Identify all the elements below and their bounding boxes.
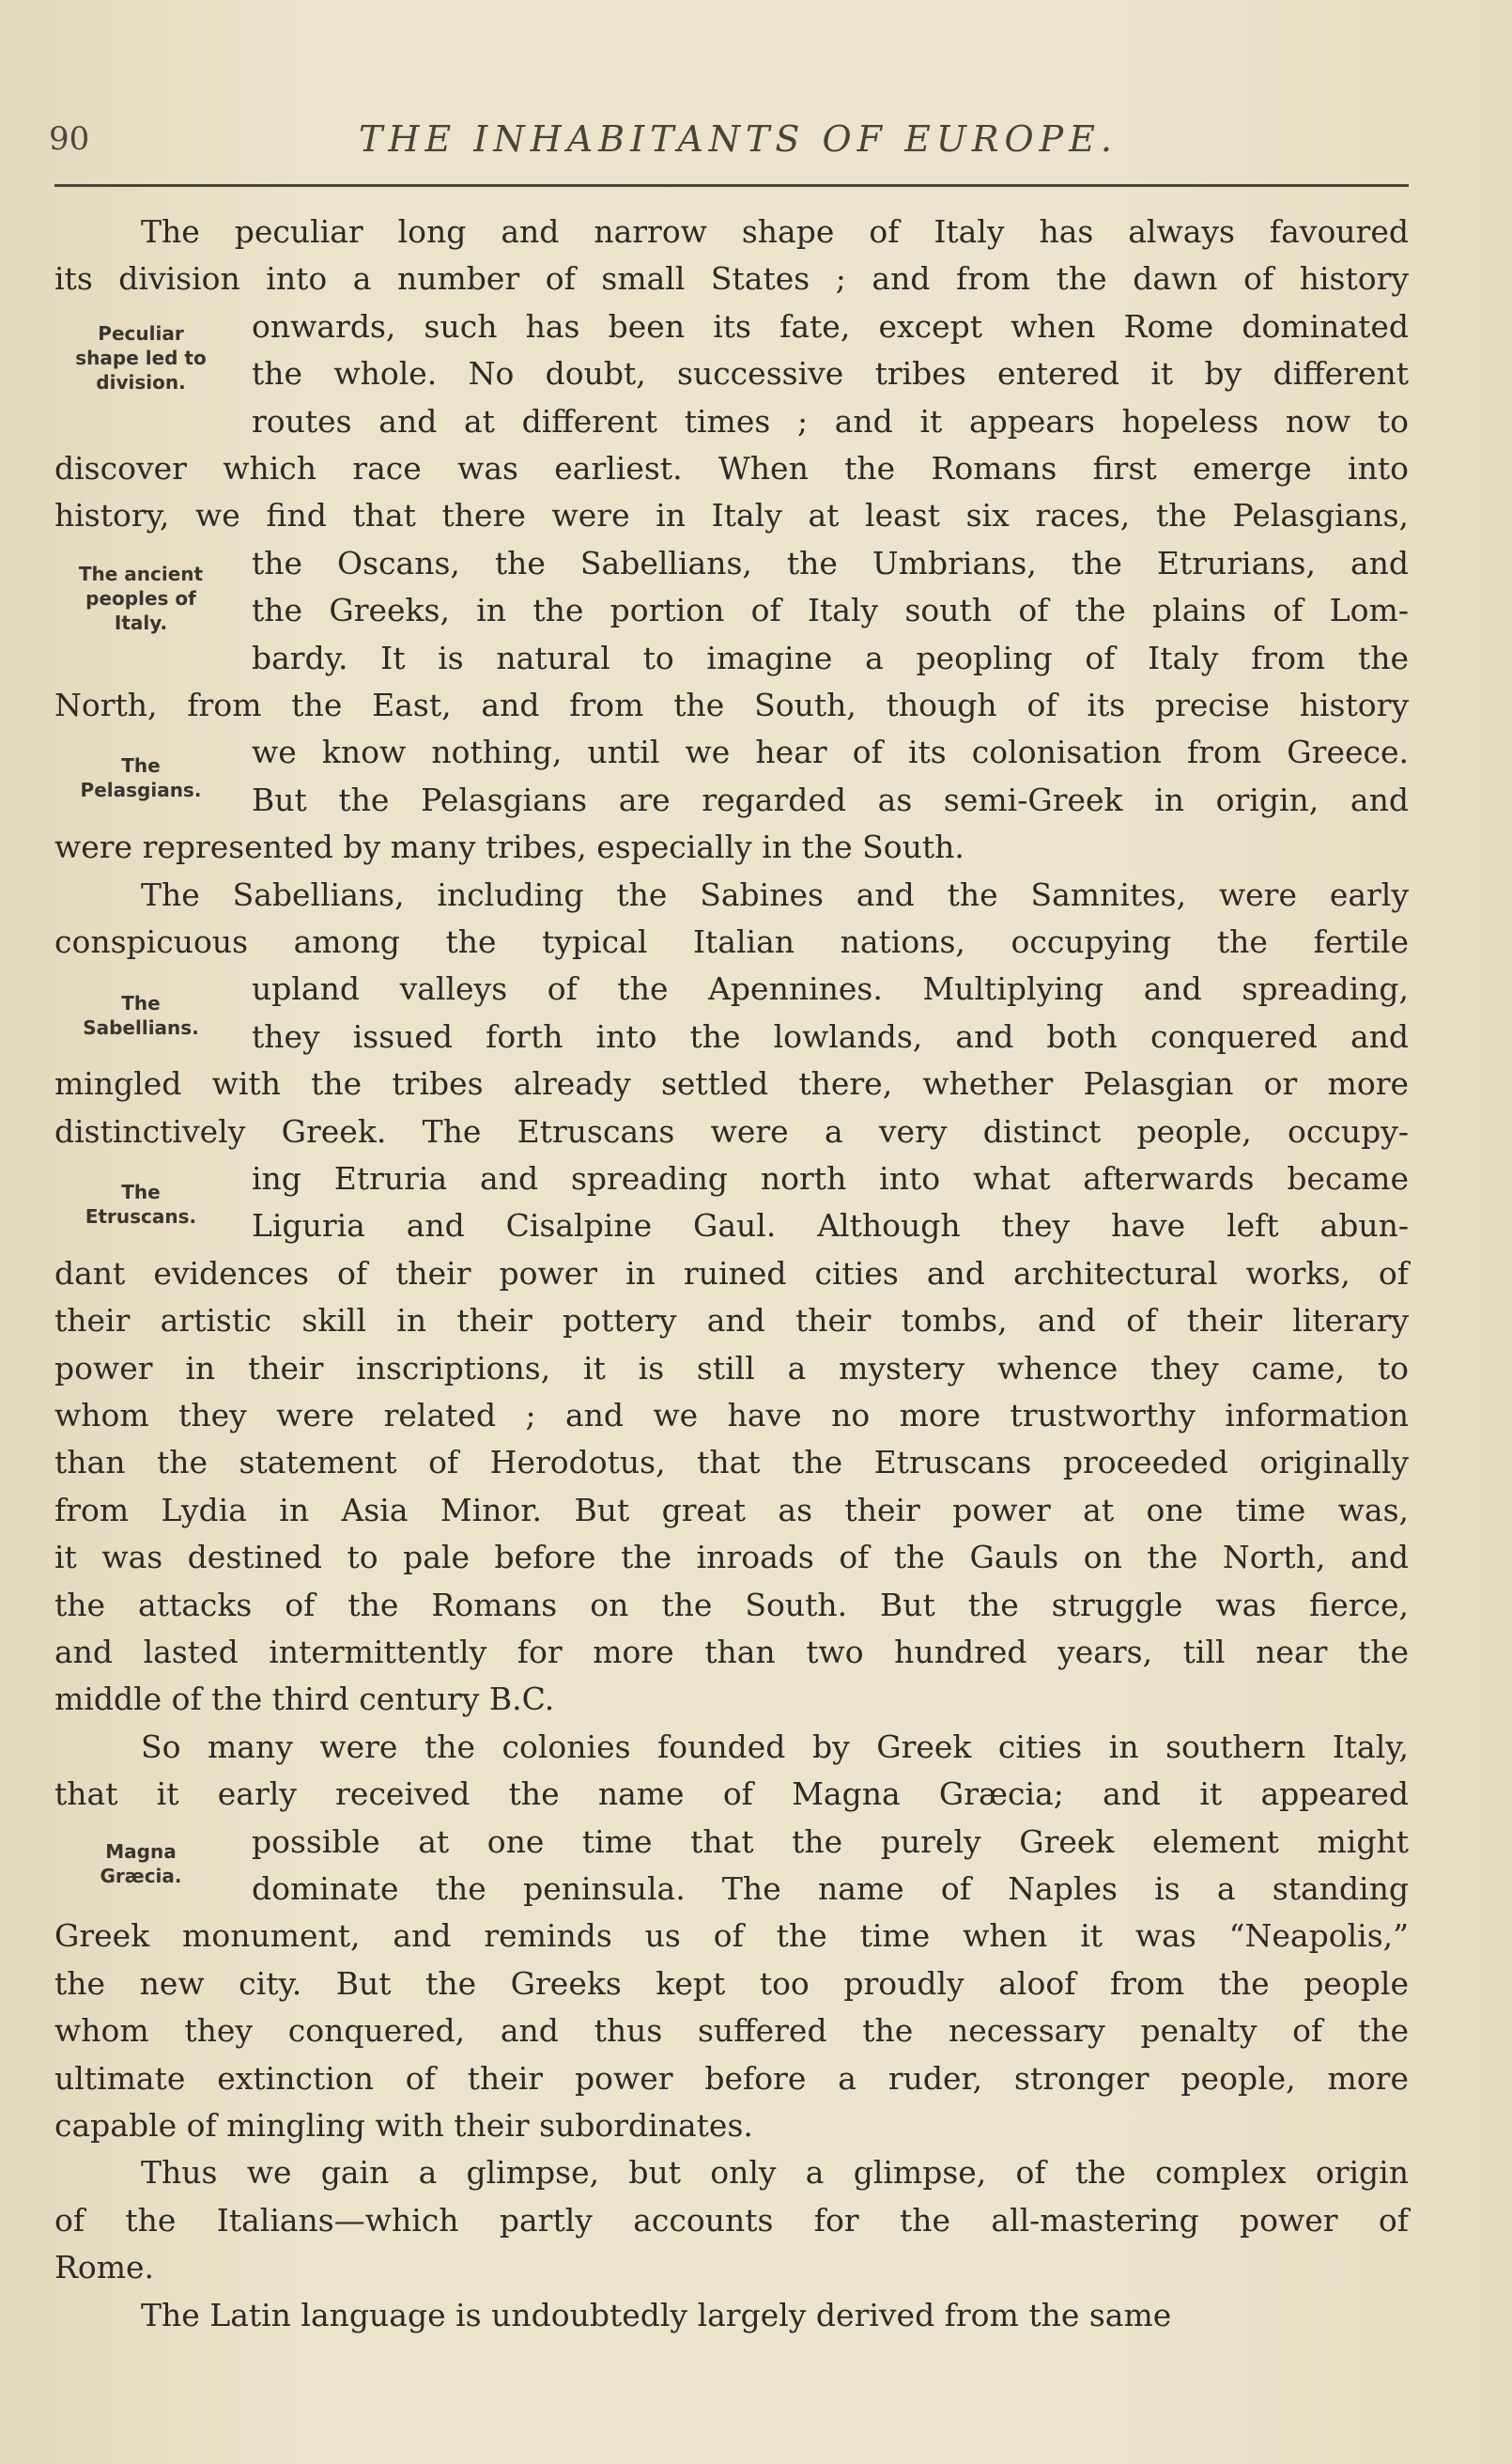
- text-line: bardy. It is natural to imagine a peopling of Italy from the: [252, 639, 1409, 676]
- margin-note-line: Græcia.: [100, 1865, 182, 1887]
- text-line: discover which race was earliest. When the Romans first emerge into: [54, 450, 1409, 487]
- margin-note-line: peoples of: [85, 587, 196, 610]
- text-line: were represented by many tribes, especially in the South.: [54, 829, 964, 866]
- text-line: conspicuous among the typical Italian nations, occupying the fertile: [54, 923, 1409, 960]
- text-line: power in their inscriptions, it is still a mystery whence they came, to: [54, 1349, 1409, 1387]
- text-line: the attacks of the Romans on the South. But the struggle was fierce,: [54, 1586, 1409, 1623]
- text-line: distinctively Greek. The Etruscans were a very distinct people, occupy-: [54, 1112, 1409, 1150]
- margin-note: [38, 562, 244, 635]
- margin-note-line: The ancient: [78, 563, 204, 585]
- text-line: the Oscans, the Sabellians, the Umbrians, the Etrurians, and: [252, 544, 1409, 581]
- text-line: possible at one time that the purely Greek element might: [252, 1822, 1409, 1860]
- text-line: whom they conquered, and thus suffered the necessary penalty of the: [54, 2012, 1409, 2050]
- text-line: and lasted intermittently for more than two hundred years, till near the: [54, 1634, 1409, 1670]
- text-line: than the statement of Herodotus, that the Etruscans proceeded originally: [54, 1444, 1409, 1481]
- text-line: the whole. No doubt, successive tribes entered it by different: [252, 355, 1409, 393]
- margin-note-line: The: [121, 754, 161, 777]
- text-line: So many were the colonies founded by Greek cities in southern Italy,: [141, 1728, 1409, 1765]
- text-line: The peculiar long and narrow shape of Italy has always favoured: [141, 213, 1409, 250]
- text-line: onwards, such has been its fate, except when Rome dominated: [252, 307, 1409, 345]
- text-line: we know nothing, until we hear of its colonisation from Greece.: [252, 734, 1409, 771]
- margin-note-line: division.: [96, 371, 186, 394]
- margin-note-line: Etruscans.: [85, 1205, 197, 1228]
- text-line: the Greeks, in the portion of Italy south of the plains of Lom-: [252, 592, 1409, 629]
- margin-note: [38, 753, 244, 802]
- text-line: that it early received the name of Magna Græcia; and it appeared: [54, 1775, 1409, 1813]
- text-line: mingled with the tribes already settled there, whether Pelasgian or more: [54, 1065, 1409, 1103]
- text-line: Greek monument, and reminds us of the time when it was “Neapolis,”: [54, 1917, 1409, 1955]
- text-line: middle of the third century B.C.: [54, 1681, 555, 1718]
- margin-note: [38, 321, 244, 395]
- text-line: upland valleys of the Apennines. Multiplying and spreading,: [252, 970, 1409, 1008]
- margin-note-line: The: [121, 992, 161, 1015]
- text-line: its division into a number of small States ; and from the dawn of history: [54, 260, 1409, 298]
- text-line: from Lydia in Asia Minor. But great as their power at one time was,: [54, 1491, 1409, 1528]
- text-line: Liguria and Cisalpine Gaul. Although they have left abun-: [252, 1207, 1409, 1245]
- text-line: The Sabellians, including the Sabines and the Samnites, were early: [141, 876, 1409, 913]
- header-rule: [54, 184, 1409, 187]
- text-line: capable of mingling with their subordinates.: [54, 2107, 753, 2144]
- margin-note-line: Sabellians.: [83, 1016, 199, 1039]
- text-line: The Latin language is undoubtedly largely derived from the same: [141, 2296, 1172, 2333]
- text-line: the new city. But the Greeks kept too proudly aloof from the people: [54, 1964, 1409, 2002]
- text-line: it was destined to pale before the inroads of the Gauls on the North, and: [54, 1539, 1409, 1576]
- text-line: ultimate extinction of their power before a ruder, stronger people, more: [54, 2059, 1409, 2097]
- text-line: ing Etruria and spreading north into what afterwards became: [252, 1160, 1409, 1197]
- running-title: THE INHABITANTS OF EUROPE.: [359, 118, 1119, 160]
- margin-note-line: Magna: [105, 1840, 177, 1863]
- text-line: dominate the peninsula. The name of Naples is a standing: [252, 1870, 1409, 1907]
- text-line: But the Pelasgians are regarded as semi-Greek in origin, and: [252, 781, 1409, 818]
- margin-note-line: Italy.: [114, 612, 168, 634]
- margin-note-line: Peculiar: [98, 322, 184, 345]
- text-line: history, we find that there were in Italy at least six races, the Pelasgians,: [54, 497, 1409, 535]
- text-line: they issued forth into the lowlands, and both conquered and: [252, 1017, 1409, 1055]
- margin-note: [38, 991, 244, 1040]
- page-number: 90: [49, 120, 90, 158]
- margin-note: [38, 1839, 244, 1888]
- text-line: whom they were related ; and we have no more trustworthy information: [54, 1397, 1409, 1433]
- text-line: their artistic skill in their pottery and their tombs, and of their literary: [54, 1302, 1409, 1340]
- margin-note-line: shape led to: [75, 347, 207, 369]
- text-line: routes and at different times ; and it appears hopeless now to: [252, 402, 1409, 440]
- text-line: of the Italians—which partly accounts for the all-mastering power of: [54, 2201, 1409, 2239]
- text-line: Rome.: [54, 2249, 155, 2286]
- text-line: Thus we gain a glimpse, but only a glimpse, of the complex origin: [141, 2154, 1409, 2192]
- text-line: North, from the East, and from the South, though of its precise history: [54, 687, 1409, 723]
- margin-note-line: The: [121, 1181, 161, 1203]
- page-header: [49, 111, 1420, 167]
- margin-note-line: Pelasgians.: [80, 779, 202, 801]
- margin-note: [38, 1180, 244, 1229]
- text-line: dant evidences of their power in ruined cities and architectural works, of: [54, 1254, 1409, 1292]
